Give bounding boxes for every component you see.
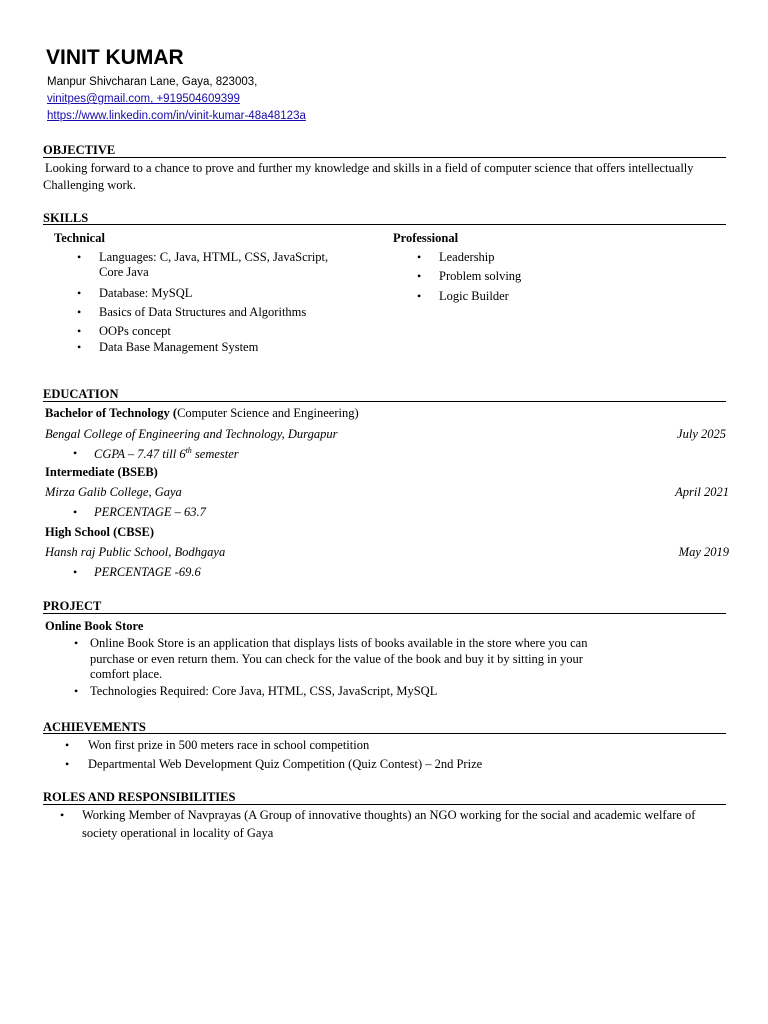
- roles-line-1: Working Member of Navprayas (A Group of innovative thoughts) an NGO working for the social and academic welfare of: [82, 808, 696, 822]
- bullet: •: [77, 286, 82, 300]
- btech-degree: Bachelor of Technology (: [45, 406, 178, 420]
- objective-line-1: Looking forward to a chance to prove and further my knowledge and skills in a field of computer science that offers intellectually: [45, 161, 694, 175]
- project-divider: [43, 613, 726, 614]
- achievements-heading: ACHIEVEMENTS: [43, 720, 146, 734]
- technical-item-2: Database: MySQL: [99, 286, 193, 300]
- bullet: •: [73, 446, 78, 460]
- phone-text: , +919504609399: [150, 93, 240, 105]
- project-heading: PROJECT: [43, 599, 102, 613]
- bullet: •: [417, 269, 422, 283]
- hs-percentage: PERCENTAGE -69.6: [94, 565, 201, 579]
- btech-title: [45, 406, 359, 421]
- objective-line-2: Challenging work.: [43, 178, 137, 192]
- education-heading: EDUCATION: [43, 387, 119, 401]
- btech-cgpa-suffix: semester: [191, 447, 239, 462]
- hs-date: May 2019: [678, 545, 729, 559]
- achievement-item-1: Won first prize in 500 meters race in school competition: [88, 738, 370, 752]
- technical-item-3: Basics of Data Structures and Algorithms: [99, 305, 307, 319]
- roles-heading: ROLES AND RESPONSIBILITIES: [43, 790, 236, 804]
- email-link[interactable]: vinitpes@gmail.com: [47, 93, 151, 105]
- objective-heading: OBJECTIVE: [43, 143, 116, 157]
- professional-item-1: Leadership: [439, 250, 495, 264]
- hs-title: High School (CBSE): [45, 525, 155, 539]
- objective-divider: [43, 157, 726, 158]
- project-desc-line-1: Online Book Store is an application that displays lists of books available in the store where you can: [90, 636, 588, 650]
- linkedin-link[interactable]: https://www.linkedin.com/in/vinit-kumar-48a48123a: [47, 110, 306, 122]
- professional-heading: Professional: [393, 231, 459, 245]
- bullet: •: [77, 340, 82, 354]
- project-desc-line-3: comfort place.: [90, 667, 163, 681]
- technical-heading: Technical: [54, 231, 105, 245]
- project-title: Online Book Store: [45, 619, 144, 633]
- btech-college: Bengal College of Engineering and Technology, Durgapur: [45, 427, 338, 441]
- bullet: •: [417, 289, 422, 303]
- roles-divider: [43, 804, 726, 805]
- bullet: •: [77, 305, 82, 319]
- professional-item-3: Logic Builder: [439, 289, 509, 303]
- bullet: •: [60, 808, 65, 822]
- address: Manpur Shivcharan Lane, Gaya, 823003,: [47, 76, 258, 88]
- bullet: •: [417, 250, 422, 264]
- bullet: •: [74, 684, 79, 698]
- hs-school: Hansh raj Public School, Bodhgaya: [45, 545, 226, 559]
- bullet: •: [73, 565, 78, 579]
- project-tech: Technologies Required: Core Java, HTML, CSS, JavaScript, MySQL: [90, 684, 438, 698]
- inter-date: April 2021: [675, 485, 729, 499]
- achievements-divider: [43, 733, 726, 734]
- candidate-name: VINIT KUMAR: [46, 46, 184, 69]
- bullet: •: [73, 505, 78, 519]
- bullet: •: [65, 738, 70, 752]
- bullet: •: [65, 757, 70, 771]
- bullet: •: [77, 324, 82, 338]
- btech-date: July 2025: [677, 427, 726, 441]
- btech-cgpa-sup: th: [185, 446, 192, 455]
- skills-divider: [43, 224, 726, 225]
- bullet: •: [77, 250, 82, 264]
- contact-line: [47, 93, 240, 105]
- roles-line-2: society operational in locality of Gaya: [82, 826, 274, 840]
- project-desc-line-2: purchase or even return them. You can check for the value of the book and buy it by sitting in your: [90, 652, 583, 666]
- btech-cgpa: [94, 446, 239, 462]
- inter-title: Intermediate (BSEB): [45, 465, 158, 479]
- inter-percentage: PERCENTAGE – 63.7: [94, 505, 206, 519]
- technical-item-1-line-1: Languages: C, Java, HTML, CSS, JavaScript,: [99, 250, 329, 264]
- inter-college: Mirza Galib College, Gaya: [45, 485, 182, 499]
- bullet: •: [74, 636, 79, 650]
- professional-item-2: Problem solving: [439, 269, 522, 283]
- achievement-item-2: Departmental Web Development Quiz Competition (Quiz Contest) – 2nd Prize: [88, 757, 483, 771]
- technical-item-1-line-2: Core Java: [99, 265, 149, 279]
- technical-item-4: OOPs concept: [99, 324, 171, 338]
- btech-branch: Computer Science and Engineering): [177, 406, 359, 420]
- education-divider: [43, 401, 726, 402]
- technical-item-5: Data Base Management System: [99, 340, 259, 354]
- skills-heading: SKILLS: [43, 211, 89, 225]
- linkedin-line: [47, 110, 306, 122]
- btech-cgpa-value: CGPA – 7.47 till 6: [94, 447, 186, 462]
